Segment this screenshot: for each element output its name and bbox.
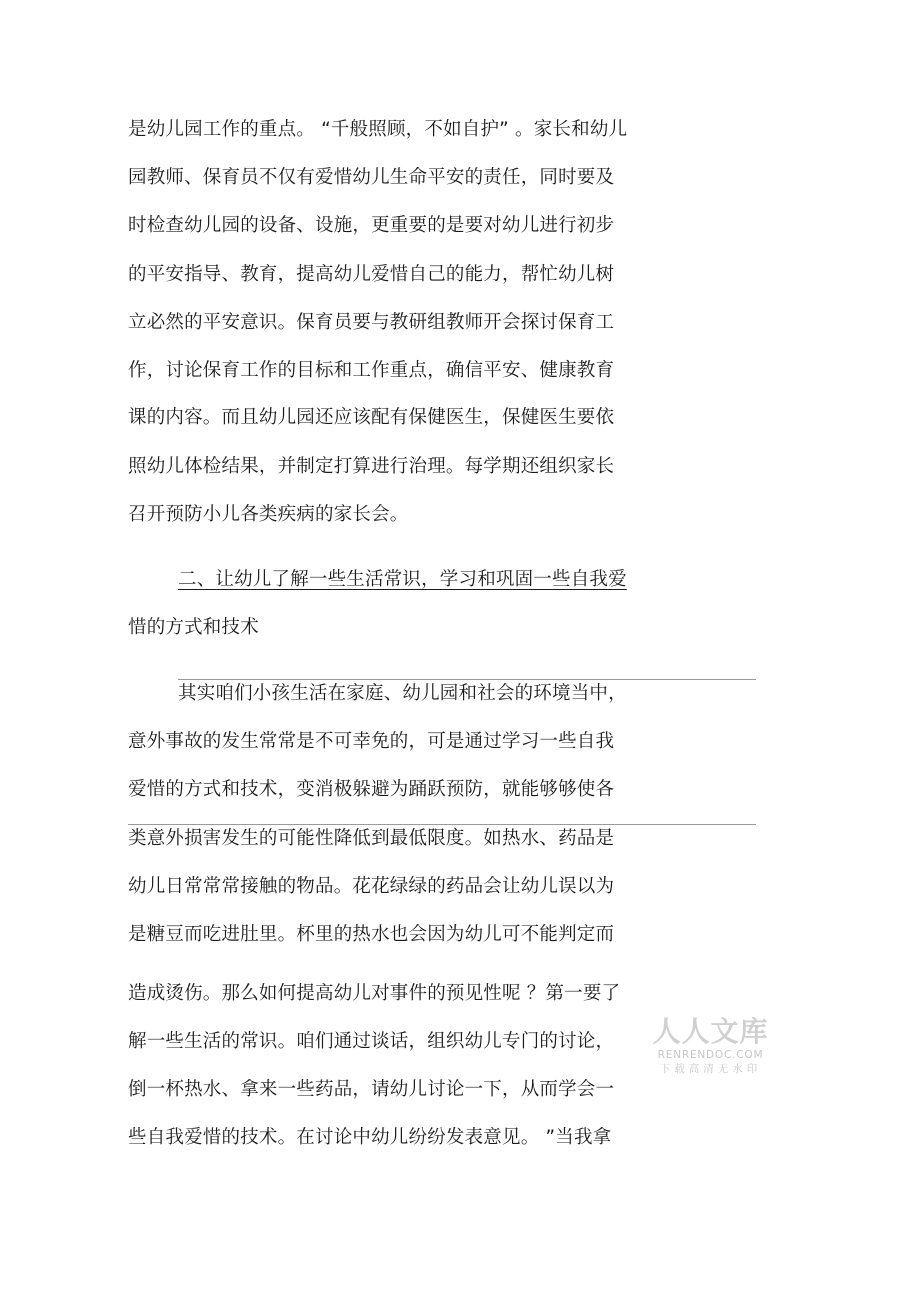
text-line: 倒一杯热水、拿来一些药品，请幼儿讨论一下，从而学会一 xyxy=(128,1079,615,1100)
watermark xyxy=(648,1016,773,1076)
text-line: 意外事故的发生常常是不可幸免的，可是通过学习一些自我 xyxy=(128,731,615,752)
text-line: 召开预防小儿各类疾病的家长会。 xyxy=(128,504,409,525)
text-line: 幼儿日常常常接触的物品。花花绿绿的药品会让幼儿误以为 xyxy=(128,876,615,897)
watermark-logo-text: 人人文库 xyxy=(652,1015,769,1048)
text-line: 是糖豆而吃进肚里。杯里的热水也会因为幼儿可不能判定而 xyxy=(128,924,615,945)
text-line: 造成烫伤。那么如何提高幼儿对事件的预见性呢 ？第一要了 xyxy=(128,983,621,1004)
text-line: 类意外损害发生的可能性降低到最低限度。如热水、药品是 xyxy=(128,828,615,849)
heading-line: 惜的方式和技术 xyxy=(128,617,259,638)
text-line: 时检查幼儿园的设备、设施，更重要的是要对幼儿进行初步 xyxy=(128,215,615,236)
text-line: 照幼儿体检结果，并制定打算进行治理。每学期还组织家长 xyxy=(128,456,615,477)
text-line: 解一些生活的常识。咱们通过谈话，组织幼儿专门的讨论， xyxy=(128,1031,615,1052)
text-line: 些自我爱惜的技术。在讨论中幼儿纷纷发表意见。 ”当我拿 xyxy=(128,1127,612,1148)
horizontal-rule xyxy=(128,824,756,825)
watermark-subtitle: 下载高清无水印 xyxy=(659,1063,762,1075)
text-line: 的平安指导、教育，提高幼儿爱惜自己的能力，帮忙幼儿树 xyxy=(128,264,615,285)
text-line: 是幼儿园工作的重点。 “千般照顾，不如自护” 。家长和幼儿 xyxy=(128,119,628,140)
text-line: 课的内容。而且幼儿园还应该配有保健医生，保健医生要依 xyxy=(128,407,615,428)
text-line: 作，讨论保育工作的目标和工作重点，确信平安、健康教育 xyxy=(128,360,615,381)
heading-line: 二、让幼儿了解一些生活常识，学习和巩固一些自我爱 xyxy=(178,569,627,590)
text-line: 立必然的平安意识。保育员要与教研组教师开会探讨保育工 xyxy=(128,312,615,333)
watermark-domain: RENRENDOC.COM xyxy=(657,1049,764,1061)
horizontal-rule xyxy=(178,679,756,680)
text-line: 其实咱们小孩生活在家庭、幼儿园和社会的环境当中， xyxy=(178,683,627,704)
text-line: 爱惜的方式和技术，变消极躲避为踊跃预防，就能够够使各 xyxy=(128,779,615,800)
text-line: 园教师、保育员不仅有爱惜幼儿生命平安的责任，同时要及 xyxy=(128,167,615,188)
